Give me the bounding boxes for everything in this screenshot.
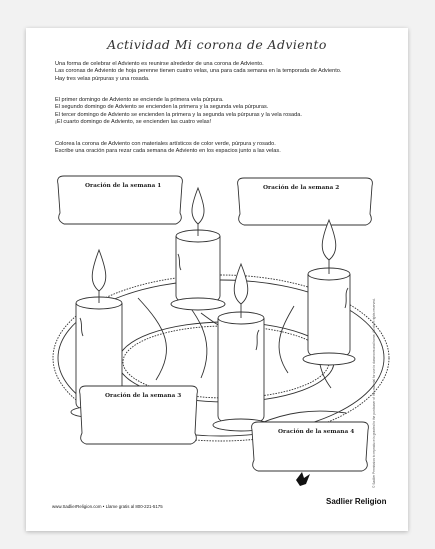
footer-contact — [52, 504, 163, 509]
intro-line: Las coronas de Adviento de hoja perenne tienen cuatro velas, una para cada semana en la temporada de Adviento. — [55, 68, 342, 75]
advent-wreath-illustration — [26, 28, 408, 531]
dove-icon — [296, 472, 310, 486]
footer-phone: Llame gratis al 800-221-5175 — [105, 504, 163, 509]
sunday-line: El segundo domingo de Adviento se encienden la primera y la segunda vela púrpuras. — [55, 104, 269, 111]
instruction-line: Colorea la corona de Adviento con materiales artísticos de color verde, púrpura y rosado. — [55, 141, 276, 147]
prayer-label-week2: Oración de la semana 2 — [263, 185, 340, 191]
sadlier-logo — [310, 497, 386, 506]
flame-icon — [192, 188, 204, 224]
intro-line: Una forma de celebrar el Adviento es reunirse alrededor de una corona de Adviento. — [55, 61, 264, 67]
prayer-label-week1: Oración de la semana 1 — [85, 183, 162, 189]
footer-website: www.SadlierReligion.com — [52, 504, 102, 509]
intro-line: Hay tres velas púrpuras y una rosada. — [55, 75, 150, 82]
flame-icon — [322, 220, 336, 260]
worksheet-page — [26, 28, 408, 531]
flame-icon — [92, 250, 106, 291]
footer-separator: • — [102, 504, 105, 509]
side-copyright-note — [368, 208, 378, 488]
sunday-line: El tercer domingo de Adviento se encienden la primera y la segunda vela púrpuras y la vela rosada. — [55, 111, 302, 118]
candle-2 — [303, 220, 355, 365]
flame-icon — [234, 264, 248, 304]
prayer-label-week4: Oración de la semana 4 — [278, 429, 355, 435]
side-note-text: © Sadlier Permission to reproduce is granted to the purchaser of this material for use in classroom and home. All other rights reserved. — [372, 298, 376, 488]
worksheet-title: Actividad Mi corona de Adviento — [107, 37, 327, 52]
instruction-line: Escribe una oración para rezar cada semana de Adviento en los espacios junto a las velas. — [55, 148, 281, 155]
logo-brand-text: Sadlier Religion — [326, 497, 387, 506]
sunday-line: ¡El cuarto domingo de Adviento, se encienden las cuatro velas! — [55, 118, 212, 125]
sunday-line: El primer domingo de Adviento se enciende la primera vela púrpura. — [55, 97, 224, 103]
prayer-label-week3: Oración de la semana 3 — [105, 393, 182, 399]
